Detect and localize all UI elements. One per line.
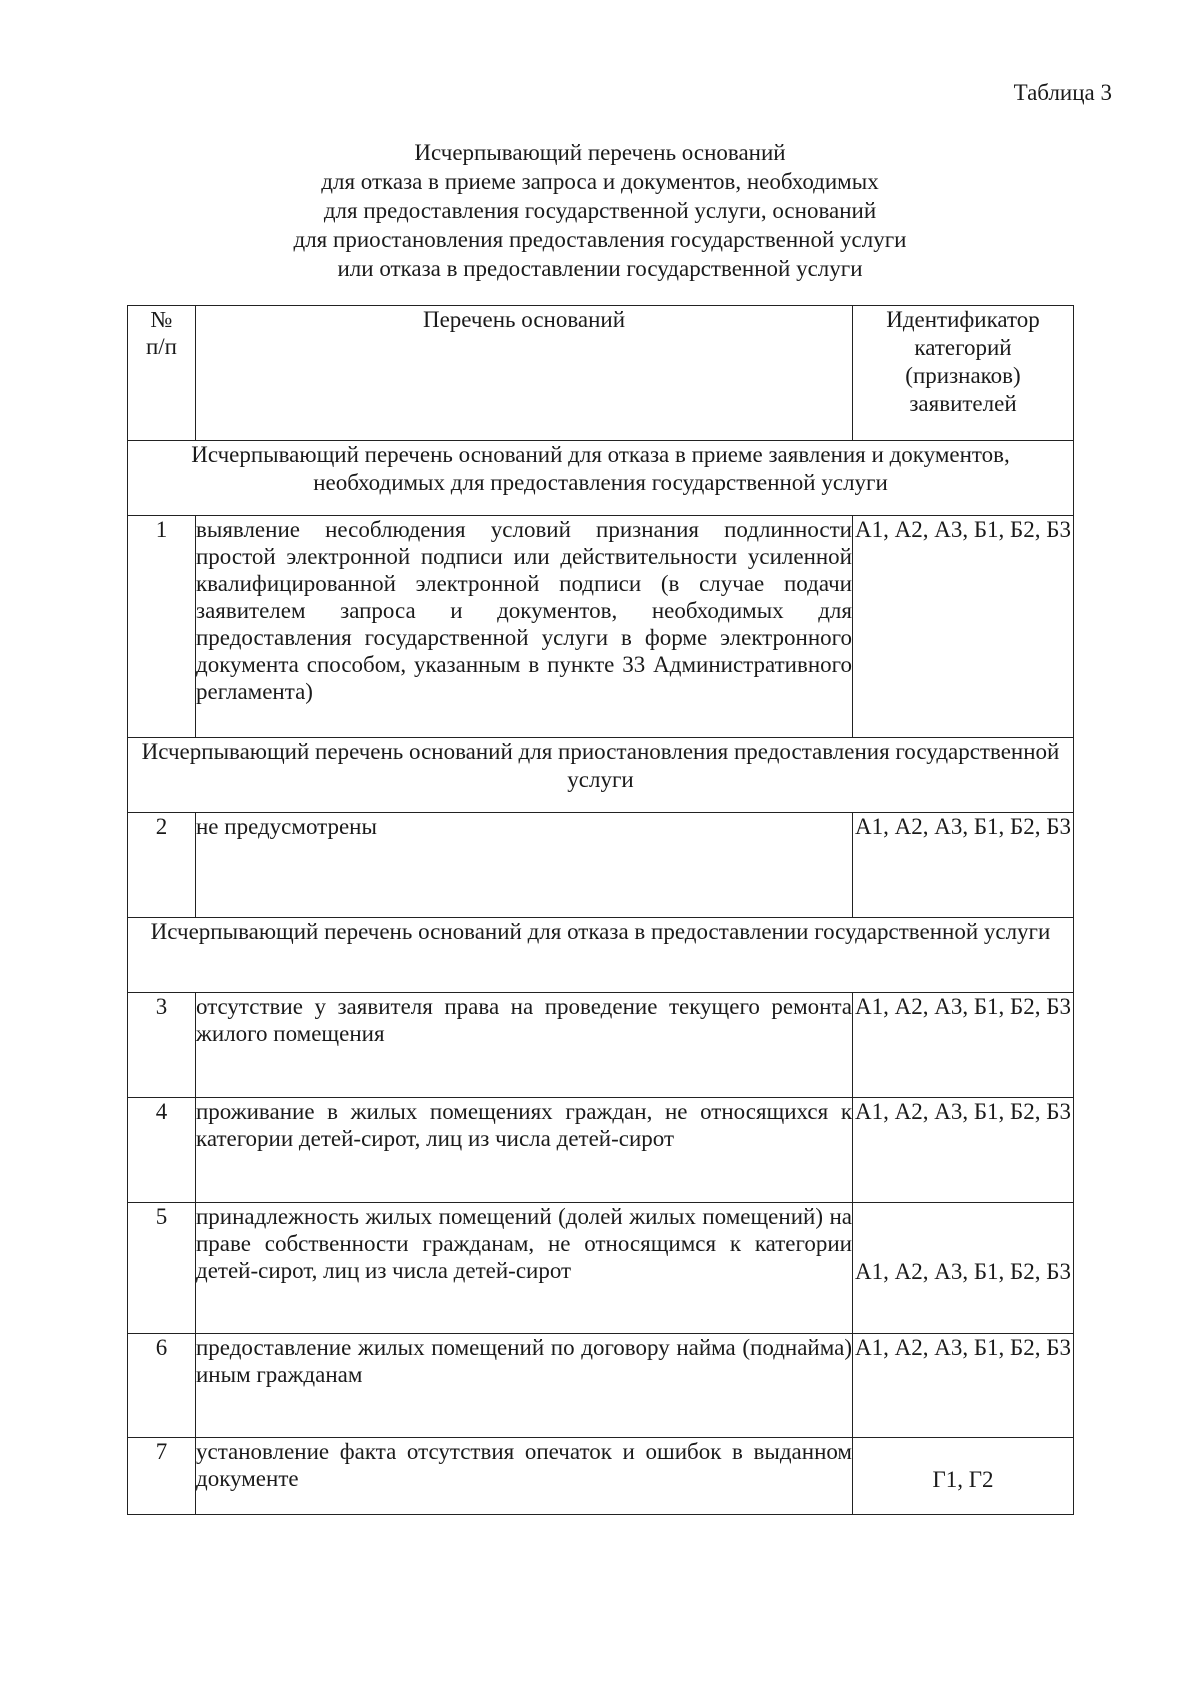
title-line: для отказа в приеме запроса и документов, необходимых (321, 169, 879, 194)
row-identifiers: А1, А2, А3, Б1, Б2, Б3 (853, 1098, 1074, 1203)
header-identifier-line: Идентификатор (886, 307, 1040, 332)
row-number: 3 (128, 993, 196, 1098)
section-title: Исчерпывающий перечень оснований для приостановления предоставления государственной услуги (128, 738, 1074, 813)
row-reason: не предусмотрены (196, 813, 853, 918)
row-identifiers: А1, А2, А3, Б1, Б2, Б3 (853, 993, 1074, 1098)
row-number: 7 (128, 1438, 196, 1515)
section-title: Исчерпывающий перечень оснований для отказа в приеме заявления и документов, необходимых для предоставления государственной услуги (128, 441, 1074, 516)
row-identifiers: А1, А2, А3, Б1, Б2, Б3 (853, 1203, 1074, 1334)
row-number: 2 (128, 813, 196, 918)
table-row (128, 1438, 1074, 1515)
header-number-symbol: № (150, 307, 173, 332)
row-identifiers: А1, А2, А3, Б1, Б2, Б3 (853, 516, 1074, 738)
table-number-label: Таблица 3 (1013, 80, 1112, 105)
header-identifier-line: заявителей (909, 391, 1017, 416)
row-reason: выявление несоблюдения условий признания подлинности простой электронной подписи или действительности усиленной квалифицированной электронной подписи (в случае подачи заявителем запроса и документов, необходимых для предоставления государственной услуги в форме электронного документа способом, указанным в пункте 33 Административного регламента) (196, 516, 853, 738)
header-identifier (853, 306, 1074, 441)
table-header-row (128, 306, 1074, 441)
title-line: или отказа в предоставлении государственной услуги (337, 256, 863, 281)
section-row (128, 918, 1074, 993)
header-number (128, 306, 196, 441)
header-number-abbr: п/п (145, 334, 177, 359)
header-reasons: Перечень оснований (196, 306, 853, 441)
row-identifiers: Г1, Г2 (853, 1438, 1074, 1515)
row-identifiers: А1, А2, А3, Б1, Б2, Б3 (853, 1334, 1074, 1438)
row-number: 6 (128, 1334, 196, 1438)
header-identifier-line: (признаков) (905, 363, 1021, 388)
row-reason: установление факта отсутствия опечаток и ошибок в выданном документе (196, 1438, 853, 1515)
title-line: для предоставления государственной услуги, оснований (323, 198, 877, 223)
table-row (128, 1203, 1074, 1334)
document-title (0, 138, 1200, 283)
row-reason: принадлежность жилых помещений (долей жилых помещений) на праве собственности гражданам, не относящимся к категории детей-сирот, лиц из числа детей-сирот (196, 1203, 853, 1334)
grounds-table (127, 305, 1074, 1515)
table-row (128, 993, 1074, 1098)
table-row (128, 516, 1074, 738)
row-reason: проживание в жилых помещениях граждан, не относящихся к категории детей-сирот, лиц из числа детей-сирот (196, 1098, 853, 1203)
section-title: Исчерпывающий перечень оснований для отказа в предоставлении государственной услуги (128, 918, 1074, 993)
row-number: 4 (128, 1098, 196, 1203)
header-identifier-line: категорий (914, 335, 1012, 360)
table-row (128, 813, 1074, 918)
section-row (128, 441, 1074, 516)
table-row (128, 1098, 1074, 1203)
row-reason: предоставление жилых помещений по договору найма (поднайма) иным гражданам (196, 1334, 853, 1438)
section-row (128, 738, 1074, 813)
row-number: 5 (128, 1203, 196, 1334)
title-line: Исчерпывающий перечень оснований (414, 140, 786, 165)
row-reason: отсутствие у заявителя права на проведение текущего ремонта жилого помещения (196, 993, 853, 1098)
table-row (128, 1334, 1074, 1438)
row-number: 1 (128, 516, 196, 738)
row-identifiers: А1, А2, А3, Б1, Б2, Б3 (853, 813, 1074, 918)
title-line: для приостановления предоставления государственной услуги (293, 227, 907, 252)
